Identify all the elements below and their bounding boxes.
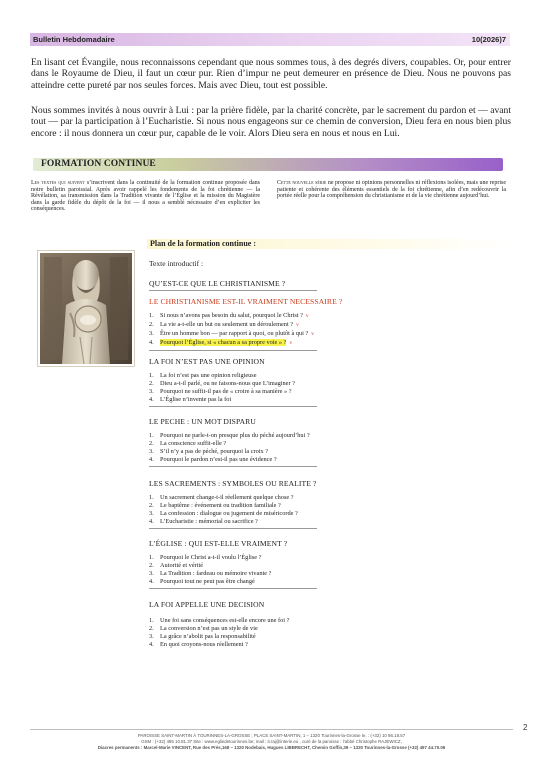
list-item: 1. Pourquoi ne parle-t-on presque plus du péché aujourd’hui ? [149, 432, 310, 439]
footer-line-1: PAROISSE SAINT-MARTIN À TOURINNES-LA-GROSSE ; PLACE SAINT-MARTIN, 1 – 1320 Tourinnes-la-Grosse te. : (+32) 10 86.18.57 [137, 733, 406, 738]
section-divider [149, 350, 317, 351]
saint-statue-image [38, 251, 134, 366]
section-divider [149, 290, 317, 291]
list-item: 1. La foi n’est pas une opinion religieuse [149, 372, 257, 379]
section-divider [149, 528, 317, 529]
check-mark: v [311, 330, 315, 337]
section-title: L’ÉGLISE : QUI EST-ELLE VRAIMENT ? [149, 539, 288, 548]
list-item: 1. Une foi sans conséquences est-elle encore une foi ? [149, 617, 290, 624]
plan-section-peche [149, 417, 369, 467]
plan-intro-label: Texte introductif : [149, 259, 204, 268]
list-item: 4. L’Église n’invente pas la foi [149, 395, 232, 403]
section-title: LES SACREMENTS : SYMBOLES OU REALITE ? [149, 479, 317, 488]
section-divider [149, 588, 317, 589]
section-items [149, 312, 369, 348]
left-lead: Les textes qui suivent [31, 180, 85, 186]
list-item: 4. En quoi croyons-nous réellement ? [149, 640, 248, 648]
footer-line-2: GSM : (+32) 495 10.81.37 Site : www.egliedetourinnes.be; mail : it.raj@interie.eu , curé de la paroisse : l’abbé Christophe RAJEWICZ, [141, 738, 402, 744]
plan-section-christianisme [149, 279, 369, 291]
section-divider [149, 466, 317, 467]
section-title: QU’EST-CE QUE LE CHRISTIANISME ? [149, 279, 286, 288]
list-item: 2. Le baptême : événement ou tradition familiale ? [149, 501, 281, 509]
bulletin-title: Bulletin Hebdomadaire [33, 35, 115, 44]
plan-section-decision [149, 600, 369, 649]
section-title: LA FOI N’EST PAS UNE OPINION [149, 357, 265, 366]
bulletin-header [30, 33, 510, 46]
formation-right-column [277, 180, 506, 200]
intro-paragraph-2: Nous sommes invités à nous ouvrir à Lui : par la prière fidèle, par la charité concrète, par le sacrement du pardon et — avant tout — par la participation à l’Eucharistie. Si nous nous engageons sur ce chemin de conversion, Dieu fera en nous bien plus encore : il nous donnera un cœur pur, capable de le voir. Alors Dieu sera en nous et nous en Lui. [31, 105, 511, 139]
page-number: 2 [523, 723, 528, 732]
plan-heading-bar [147, 239, 512, 249]
issue-number: 10(2026)7 [471, 35, 506, 44]
section-items [149, 432, 369, 464]
plan-section-sacrements [149, 479, 369, 529]
list-item: 3. La Tradition : fardeau ou mémoire vivante ? [149, 569, 272, 577]
plan-section-foi-opinion [149, 357, 369, 407]
right-lead: Cette nouvelle série [277, 180, 327, 186]
list-item: 2. La vie a-t-elle un but ou seulement un déroulement ? v [149, 320, 299, 328]
list-item: 2. Dieu a-t-il parlé, ou ne faisons-nous que L’imaginer ? [149, 379, 295, 387]
list-item: 4. Pourquoi l’Église, si « chacun a sa propre voie » ? v [149, 338, 293, 346]
check-mark: v [305, 313, 309, 319]
list-item: 3. S’il n’y a pas de péché, pourquoi la croix ? [149, 447, 269, 455]
formation-left-column [31, 180, 260, 213]
formation-banner [33, 158, 503, 171]
list-item: 4. Pourquoi tout ne peut pas être changé [149, 577, 255, 585]
list-item: 4. L’Eucharistie : mémorial ou sacrifice ? [149, 517, 258, 525]
intro-paragraph-1: En lisant cet Évangile, nous reconnaissons cependant que nous sommes tous, à des degrés divers, coupables. Or, pour entrer dans le Royaume de Dieu, il faut un cœur pur. Rien d’impur ne peut demeurer en présence de Dieu. Nous ne pouvons pas atteindre cette pureté par nos seules forces. Mais avec Dieu, tout est possible. [31, 57, 511, 91]
list-item: 3. La confession : dialogue ou jugement de miséricorde ? [149, 509, 298, 517]
footer-line-3: Diacres permanents : Marcel-Marie VINCENT, Rue des Prés,168 – 1320 Nodebais, Hugues LIBBRECHT, Chemin Goffin,39 – 1320 Tourinnes-la-Grosse (+32) 497 44.70.06 [97, 744, 446, 750]
plan-section-eglise [149, 539, 369, 589]
list-item: 2. Autorité et vérité [149, 561, 204, 569]
list-item: 3. La grâce n’abolit pas la responsabilité [149, 632, 256, 640]
list-item: 1. Si nous n’avons pas besoin du salut, pourquoi le Christ ? v [149, 312, 309, 319]
formation-title: FORMATION CONTINUE [41, 159, 156, 169]
plan-title: Plan de la formation continue : [150, 239, 256, 248]
statue-illustration [40, 253, 132, 364]
section-items [149, 494, 369, 526]
left-body: s’inscrivent dans la continuité de la formation continue proposée dans notre bulletin paroissial. Après avoir rappelé les fondements de la foi chrétienne — la Révélation, sa transmission dans la Tradition vivante de l’Église et la mission du Magistère dans la garde fidèle du dépôt de la foi — il nous a semblé nécessaire d’en expliciter les conséquences. [31, 180, 260, 213]
list-item: 3. Être un homme bon — par rapport à quoi, ou plutôt à qui ? v [149, 329, 315, 337]
list-item: 2. La conversion n’est pas un style de vie [149, 624, 258, 632]
list-item: 2. La conscience suffit-elle ? [149, 439, 227, 447]
section-title: LE CHRISTIANISME EST-IL VRAIMENT NECESSAIRE ? [149, 297, 343, 306]
section-items [149, 617, 369, 649]
parish-footer [30, 733, 513, 750]
section-divider [149, 406, 317, 407]
footer-divider [30, 729, 513, 730]
highlighted-item: Pourquoi l’Église, si « chacun a sa propre voie » ? [160, 338, 287, 346]
section-title: LA FOI APPELLE UNE DECISION [149, 600, 265, 609]
plan-section-necessaire [149, 297, 369, 351]
list-item: 1. Pourquoi le Christ a-t-il voulu l’Église ? [149, 554, 262, 561]
check-mark: v [296, 321, 299, 328]
list-item: 1. Un sacrement change-t-il réellement quelque chose ? [149, 494, 294, 501]
section-title: LE PECHE : UN MOT DISPARU [149, 417, 256, 426]
list-item: 3. Pourquoi ne suffit-il pas de « croire à sa manière » ? [149, 387, 292, 395]
section-items [149, 554, 369, 586]
section-items [149, 372, 369, 404]
check-mark: v [289, 339, 293, 346]
right-body: ne propose ni opinions personnelles ni réflexions isolées, mais une reprise patiente et cohérente des éléments essentiels de la foi chrétienne, afin d’en redécouvrir la portée réelle pour la compréhension du christianisme et de la vie chrétienne aujourd’hui. [277, 180, 507, 200]
list-item: 4. Pourquoi le pardon n’est-il pas une évidence ? [149, 455, 277, 463]
